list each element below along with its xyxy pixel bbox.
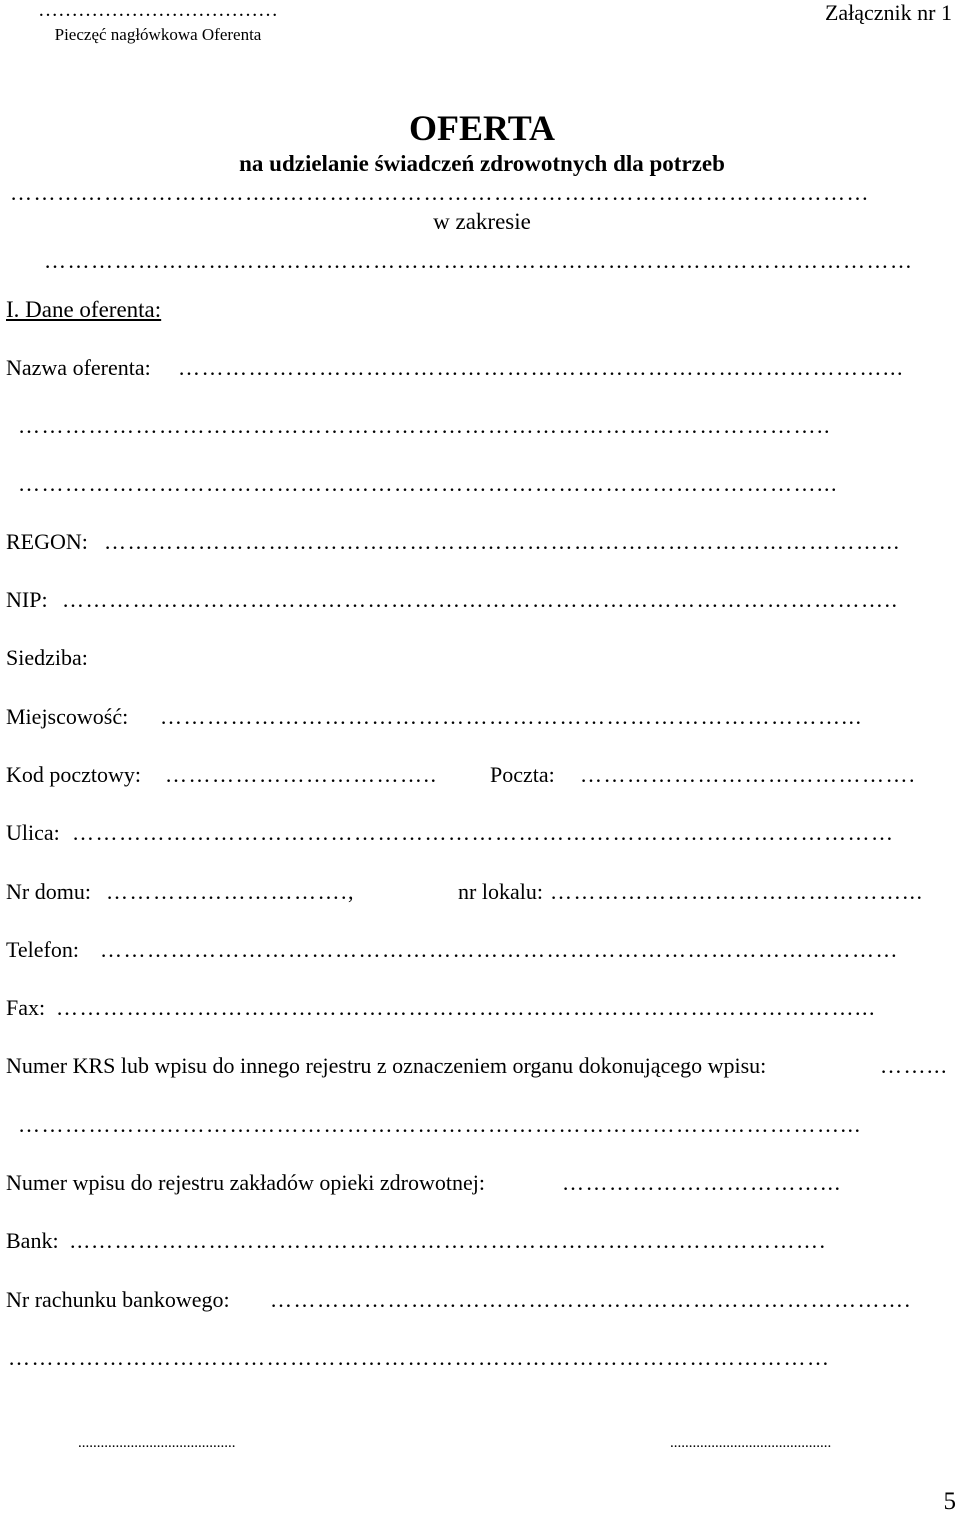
regon-label: REGON: <box>6 529 88 554</box>
header-stamp <box>8 0 308 46</box>
page-number: 5 <box>943 1488 956 1515</box>
zoz-label: Numer wpisu do rejestru zakładów opieki zdrowotnej: <box>6 1170 485 1195</box>
telefon-label: Telefon: <box>6 937 79 962</box>
rachunek-field-line2[interactable]: …………………………………………………………………………………………… <box>8 1345 831 1370</box>
signature-right[interactable]: ........................................... <box>670 1435 832 1451</box>
attachment-label: Załącznik nr 1 <box>824 0 952 25</box>
miejscowosc-field[interactable]: ……………………………………………………………………………... <box>160 704 863 729</box>
nazwa-label: Nazwa oferenta: <box>6 355 151 380</box>
nazwa-field-line3[interactable]: …………………………………………………………………………………………... <box>18 471 838 496</box>
regon-field[interactable]: ………………………………………………………………………………………... <box>104 529 901 554</box>
zakres-label: w zakresie <box>433 209 531 234</box>
siedziba-label: Siedziba: <box>6 645 88 670</box>
zakres-dotted-line[interactable]: ………………………………………………………………………………………………… <box>44 248 914 273</box>
stamp-label: Pieczęć nagłówkowa Oferenta <box>54 25 262 44</box>
nr-domu-field[interactable]: …………………………., <box>106 879 355 904</box>
nr-domu-label: Nr domu: <box>6 879 91 904</box>
purpose-dotted-line[interactable]: ……………………………..………………………………………………………………… <box>10 180 870 205</box>
kod-field[interactable]: …………………………….. <box>165 762 438 787</box>
zoz-field[interactable]: ……………………………... <box>562 1170 842 1195</box>
nip-field[interactable]: …………………………………………………………………………………………….. <box>62 587 899 612</box>
telefon-field[interactable]: ………………………………………………………………………………………… <box>100 937 899 962</box>
bank-label: Bank: <box>6 1228 59 1253</box>
fax-field[interactable]: …………………………………………………………………………………………... <box>56 995 876 1020</box>
bank-field[interactable]: ...…………………………………………………………………………………. <box>70 1228 827 1253</box>
poczta-field[interactable]: ……………………………………. <box>580 762 916 787</box>
nip-label: NIP: <box>6 587 48 612</box>
poczta-label: Poczta: <box>490 762 555 787</box>
document-subtitle: na udzielanie świadczeń zdrowotnych dla potrzeb <box>239 151 725 176</box>
krs-field[interactable]: ……... <box>880 1053 948 1078</box>
ulica-label: Ulica: <box>6 820 60 845</box>
krs-field-line2[interactable]: ……………………………………………………………………………………………... <box>18 1112 862 1137</box>
nr-lokalu-label: nr lokalu: <box>458 879 543 904</box>
stamp-dots: ……………………………… <box>38 0 278 21</box>
rachunek-label: Nr rachunku bankowego: <box>6 1287 230 1312</box>
krs-label: Numer KRS lub wpisu do innego rejestru z oznaczeniem organu dokonującego wpisu: <box>6 1053 767 1078</box>
nr-lokalu-field[interactable]: ………………………………………... <box>550 879 924 904</box>
rachunek-field[interactable]: ………………………………………………………………………. <box>270 1287 912 1312</box>
nazwa-field[interactable]: ………………………………………………………………………………... <box>178 355 904 380</box>
ulica-field[interactable]: …………………………………………………………………………………………… <box>72 820 895 845</box>
miejscowosc-label: Miejscowość: <box>6 704 129 729</box>
section-heading: I. Dane oferenta: <box>6 297 162 322</box>
kod-label: Kod pocztowy: <box>6 762 142 787</box>
fax-label: Fax: <box>6 995 46 1020</box>
document-title: OFERTA <box>408 108 556 148</box>
nazwa-field-line2[interactable]: ………………………………………………………………………………………….. <box>18 413 831 438</box>
signature-left[interactable]: .......................................... <box>78 1435 236 1451</box>
